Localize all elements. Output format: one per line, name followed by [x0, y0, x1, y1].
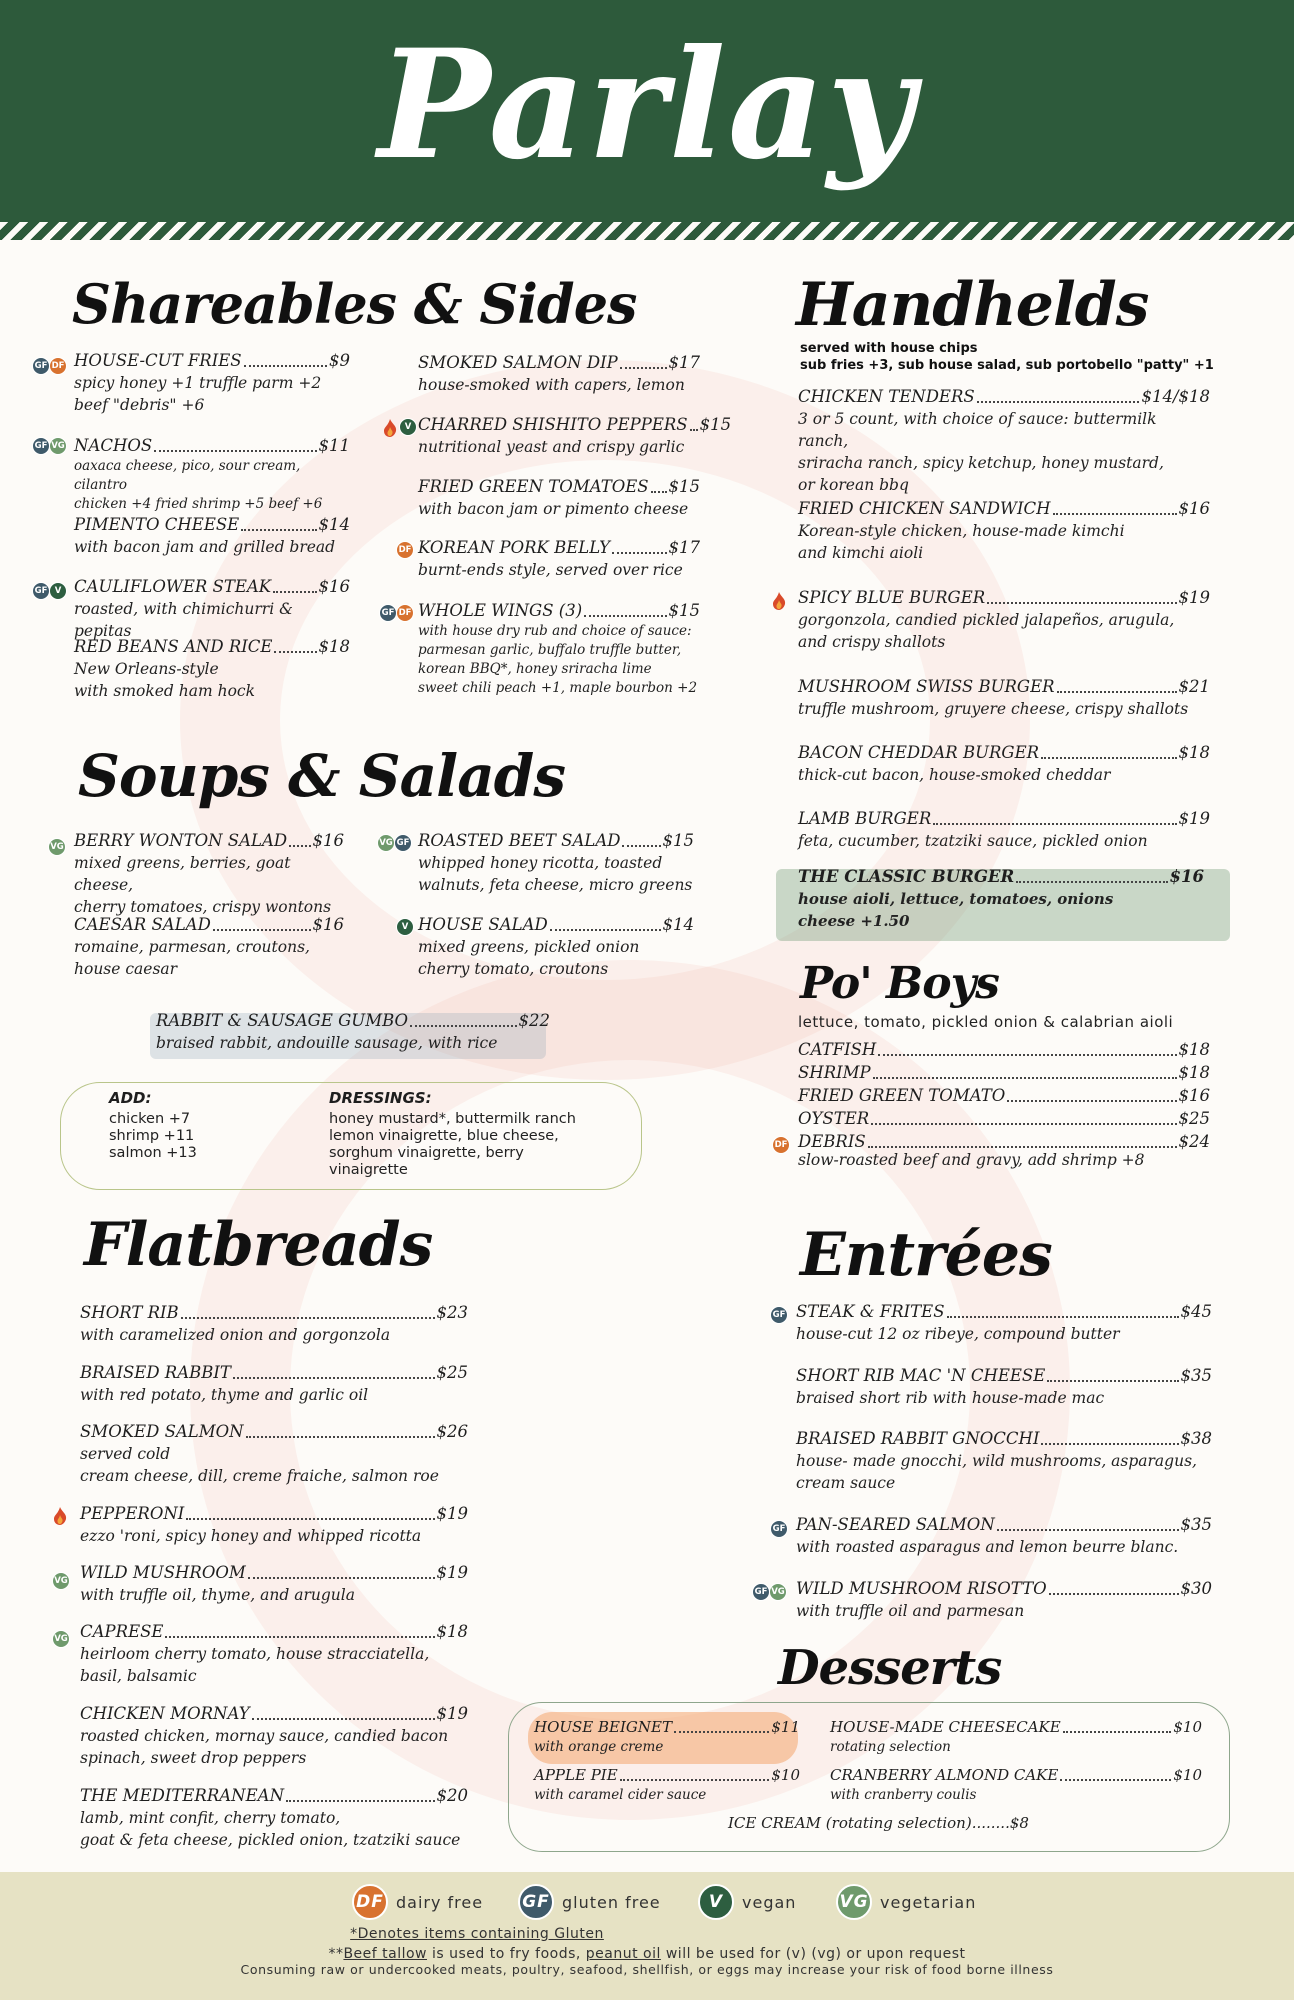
- gluten-free-icon: GF: [770, 1520, 788, 1538]
- menu-item-caesar-salad: CAESAR SALAD $16 romaine, parmesan, croutons, house caesar: [74, 915, 344, 978]
- entree-wild-mushroom-risotto: WILD MUSHROOM RISOTTO $30 with truffle oil and parmesan: [796, 1579, 1212, 1620]
- dessert-ice-cream: ICE CREAM (rotating selection)........$8: [728, 1814, 1029, 1832]
- menu-item-fried-green-tomatoes: FRIED GREEN TOMATOES $15 with bacon jam or pimento cheese: [418, 477, 700, 518]
- legend-vegan: V vegan: [698, 1884, 796, 1920]
- section-title-desserts: Desserts: [778, 1640, 1002, 1696]
- flatbread-short-rib: SHORT RIB $23 with caramelized onion and gorgonzola: [80, 1303, 468, 1344]
- header-stripe-border: [0, 222, 1294, 240]
- flatbread-caprese: CAPRESE $18 heirloom cherry tomato, house stracciatella, basil, balsamic: [80, 1622, 468, 1685]
- menu-item-roasted-beet-salad: ROASTED BEET SALAD $15 whipped honey ricotta, toasted walnuts, feta cheese, micro greens: [418, 831, 694, 894]
- menu-item-smoked-salmon-dip: SMOKED SALMON DIP $17 house-smoked with capers, lemon: [418, 353, 700, 394]
- vegetarian-icon: VG: [52, 1630, 70, 1648]
- gluten-free-icon: GF: [518, 1884, 554, 1920]
- section-title-handhelds: Handhelds: [796, 270, 1149, 340]
- gluten-free-icon: GF: [32, 582, 50, 600]
- dairy-free-icon: DF: [352, 1884, 388, 1920]
- menu-item-classic-burger: THE CLASSIC BURGER $16 house aioli, lettuce, tomatoes, onions cheese +1.50: [798, 867, 1204, 930]
- vegetarian-icon: VG: [49, 437, 67, 455]
- entree-pan-seared-salmon: PAN-SEARED SALMON $35 with roasted asparagus and lemon beurre blanc.: [796, 1515, 1212, 1556]
- poboy-fried-green-tomato: FRIED GREEN TOMATO $16: [798, 1086, 1210, 1105]
- menu-item-rabbit-sausage-gumbo: RABBIT & SAUSAGE GUMBO $22 braised rabbit, andouille sausage, with rice: [156, 1011, 550, 1052]
- vegetarian-icon: VG: [769, 1583, 787, 1601]
- poboys-subtitle: lettuce, tomato, pickled onion & calabrian aioli: [798, 1013, 1174, 1031]
- spicy-flame-icon: [53, 1507, 67, 1525]
- dairy-free-icon: DF: [396, 541, 414, 559]
- entree-braised-rabbit-gnocchi: BRAISED RABBIT GNOCCHI $38 house- made gnocchi, wild mushrooms, asparagus, cream sauce: [796, 1429, 1212, 1492]
- gluten-free-icon: GF: [32, 437, 50, 455]
- add-dressings-box: [60, 1082, 642, 1190]
- menu-item-house-cut-fries: HOUSE-CUT FRIES $9 spicy honey +1 truffle parm +2 beef "debris" +6: [74, 351, 350, 414]
- menu-item-korean-pork-belly: KOREAN PORK BELLY $17 burnt-ends style, served over rice: [418, 538, 700, 579]
- gluten-free-icon: GF: [770, 1306, 788, 1324]
- dessert-house-made-cheesecake: HOUSE-MADE CHEESECAKE $10 rotating selection: [830, 1718, 1202, 1755]
- menu-item-house-salad: HOUSE SALAD $14 mixed greens, pickled onion cherry tomato, croutons: [418, 915, 694, 978]
- add-options: chicken +7 shrimp +11 salmon +13: [109, 1111, 197, 1161]
- vegetarian-icon: VG: [48, 838, 66, 856]
- dressing-options: honey mustard*, buttermilk ranch lemon vinaigrette, blue cheese, sorghum vinaigrette, berry vinaigrette: [329, 1111, 576, 1178]
- flatbread-wild-mushroom: WILD MUSHROOM $19 with truffle oil, thyme, and arugula: [80, 1563, 468, 1604]
- gluten-free-icon: GF: [394, 834, 412, 852]
- section-title-poboys: Po' Boys: [800, 958, 999, 1009]
- dairy-free-icon: DF: [772, 1136, 790, 1154]
- legend-gluten-free: GF gluten free: [518, 1884, 661, 1920]
- dairy-free-icon: DF: [49, 357, 67, 375]
- flatbread-braised-rabbit: BRAISED RABBIT $25 with red potato, thyme and garlic oil: [80, 1363, 468, 1404]
- vegan-icon: V: [49, 582, 67, 600]
- section-title-soups: Soups & Salads: [78, 742, 565, 810]
- spicy-flame-icon: [772, 592, 786, 610]
- gluten-free-icon: GF: [752, 1583, 770, 1601]
- entree-short-rib-mac: SHORT RIB MAC 'N CHEESE $35 braised short rib with house-made mac: [796, 1366, 1212, 1407]
- vegetarian-icon: VG: [836, 1884, 872, 1920]
- dressings-label: DRESSINGS:: [329, 1089, 432, 1107]
- flatbread-pepperoni: PEPPERONI $19 ezzo 'roni, spicy honey and whipped ricotta: [80, 1504, 468, 1545]
- menu-item-pimento-cheese: PIMENTO CHEESE $14 with bacon jam and grilled bread: [74, 515, 350, 556]
- dessert-apple-pie: APPLE PIE $10 with caramel cider sauce: [534, 1766, 800, 1803]
- vegan-icon: V: [396, 918, 414, 936]
- spicy-flame-icon: [383, 419, 397, 437]
- menu-item-nachos: NACHOS $11 oaxaca cheese, pico, sour cream, cilantro chicken +4 fried shrimp +5 beef +6: [74, 436, 350, 512]
- dessert-cranberry-almond-cake: CRANBERRY ALMOND CAKE $10 with cranberry coulis: [830, 1766, 1202, 1803]
- poboy-shrimp: SHRIMP $18: [798, 1063, 1210, 1082]
- menu-item-cauliflower-steak: CAULIFLOWER STEAK $16 roasted, with chimichurri & pepitas: [74, 577, 350, 640]
- menu-item-spicy-blue-burger: SPICY BLUE BURGER $19 gorgonzola, candied pickled jalapeños, arugula, and crispy shallots: [798, 588, 1210, 651]
- menu-item-chicken-tenders: CHICKEN TENDERS $14/$18 3 or 5 count, with choice of sauce: buttermilk ranch, sriracha ranch, spicy ketchup, honey mustard, or korean bbq: [798, 387, 1210, 494]
- menu-item-lamb-burger: LAMB BURGER $19 feta, cucumber, tzatziki sauce, pickled onion: [798, 809, 1210, 850]
- gluten-free-icon: GF: [379, 604, 397, 622]
- poboy-debris: DEBRIS $24 slow-roasted beef and gravy, add shrimp +8: [798, 1132, 1210, 1169]
- menu-item-charred-shishito-peppers: CHARRED SHISHITO PEPPERS $15 nutritional yeast and crispy garlic: [418, 415, 732, 456]
- section-title-entrees: Entrées: [800, 1220, 1052, 1290]
- menu-item-mushroom-swiss-burger: MUSHROOM SWISS BURGER $21 truffle mushroom, gruyere cheese, crispy shallots: [798, 677, 1210, 718]
- vegetarian-icon: VG: [52, 1572, 70, 1590]
- entree-steak-frites: STEAK & FRITES $45 house-cut 12 oz ribeye, compound butter: [796, 1302, 1212, 1343]
- vegan-icon: V: [698, 1884, 734, 1920]
- add-label: ADD:: [109, 1089, 152, 1107]
- flatbread-chicken-mornay: CHICKEN MORNAY $19 roasted chicken, mornay sauce, candied bacon spinach, sweet drop peppers: [80, 1704, 468, 1767]
- poboy-catfish: CATFISH $18: [798, 1040, 1210, 1059]
- section-title-shareables: Shareables & Sides: [72, 272, 637, 336]
- menu-item-bacon-cheddar-burger: BACON CHEDDAR BURGER $18 thick-cut bacon, house-smoked cheddar: [798, 743, 1210, 784]
- menu-item-whole-wings: WHOLE WINGS (3) $15 with house dry rub and choice of sauce: parmesan garlic, buffalo truffle butter, korean BBQ*, honey sriracha lime sweet chili peach +1, maple bourbon +2: [418, 601, 700, 696]
- dessert-house-beignet: HOUSE BEIGNET $11 with orange creme: [534, 1718, 800, 1755]
- vegetarian-icon: VG: [377, 834, 395, 852]
- gluten-free-icon: GF: [32, 357, 50, 375]
- flatbread-smoked-salmon: SMOKED SALMON $26 served cold cream cheese, dill, creme fraiche, salmon roe: [80, 1422, 468, 1485]
- legend-vegetarian: VG vegetarian: [836, 1884, 976, 1920]
- legend-dairy-free: DF dairy free: [352, 1884, 483, 1920]
- vegan-icon: V: [399, 418, 417, 436]
- handhelds-subtitle: served with house chips sub fries +3, sub house salad, sub portobello "patty" +1: [800, 341, 1214, 373]
- dairy-free-icon: DF: [396, 604, 414, 622]
- raw-food-warning: Consuming raw or undercooked meats, poultry, seafood, shellfish, or eggs may increase your risk of food borne illness: [240, 1962, 1054, 1977]
- menu-item-red-beans-and-rice: RED BEANS AND RICE $18 New Orleans-style with smoked ham hock: [74, 637, 350, 700]
- section-title-flatbreads: Flatbreads: [84, 1210, 433, 1280]
- menu-item-fried-chicken-sandwich: FRIED CHICKEN SANDWICH $16 Korean-style chicken, house-made kimchi and kimchi aioli: [798, 499, 1210, 562]
- poboy-oyster: OYSTER $25: [798, 1109, 1210, 1128]
- gluten-footnote: *Denotes items containing Gluten: [350, 1926, 604, 1942]
- parlay-logo: Parlay: [377, 17, 917, 193]
- menu-item-berry-wonton-salad: BERRY WONTON SALAD $16 mixed greens, berries, goat cheese, cherry tomatoes, crispy wontons: [74, 831, 344, 916]
- tallow-footnote: **Beef tallow is used to fry foods, peanut oil will be used for (v) (vg) or upon request: [328, 1946, 966, 1962]
- flatbread-mediterranean: THE MEDITERRANEAN $20 lamb, mint confit, cherry tomato, goat & feta cheese, pickled onion, tzatziki sauce: [80, 1786, 468, 1849]
